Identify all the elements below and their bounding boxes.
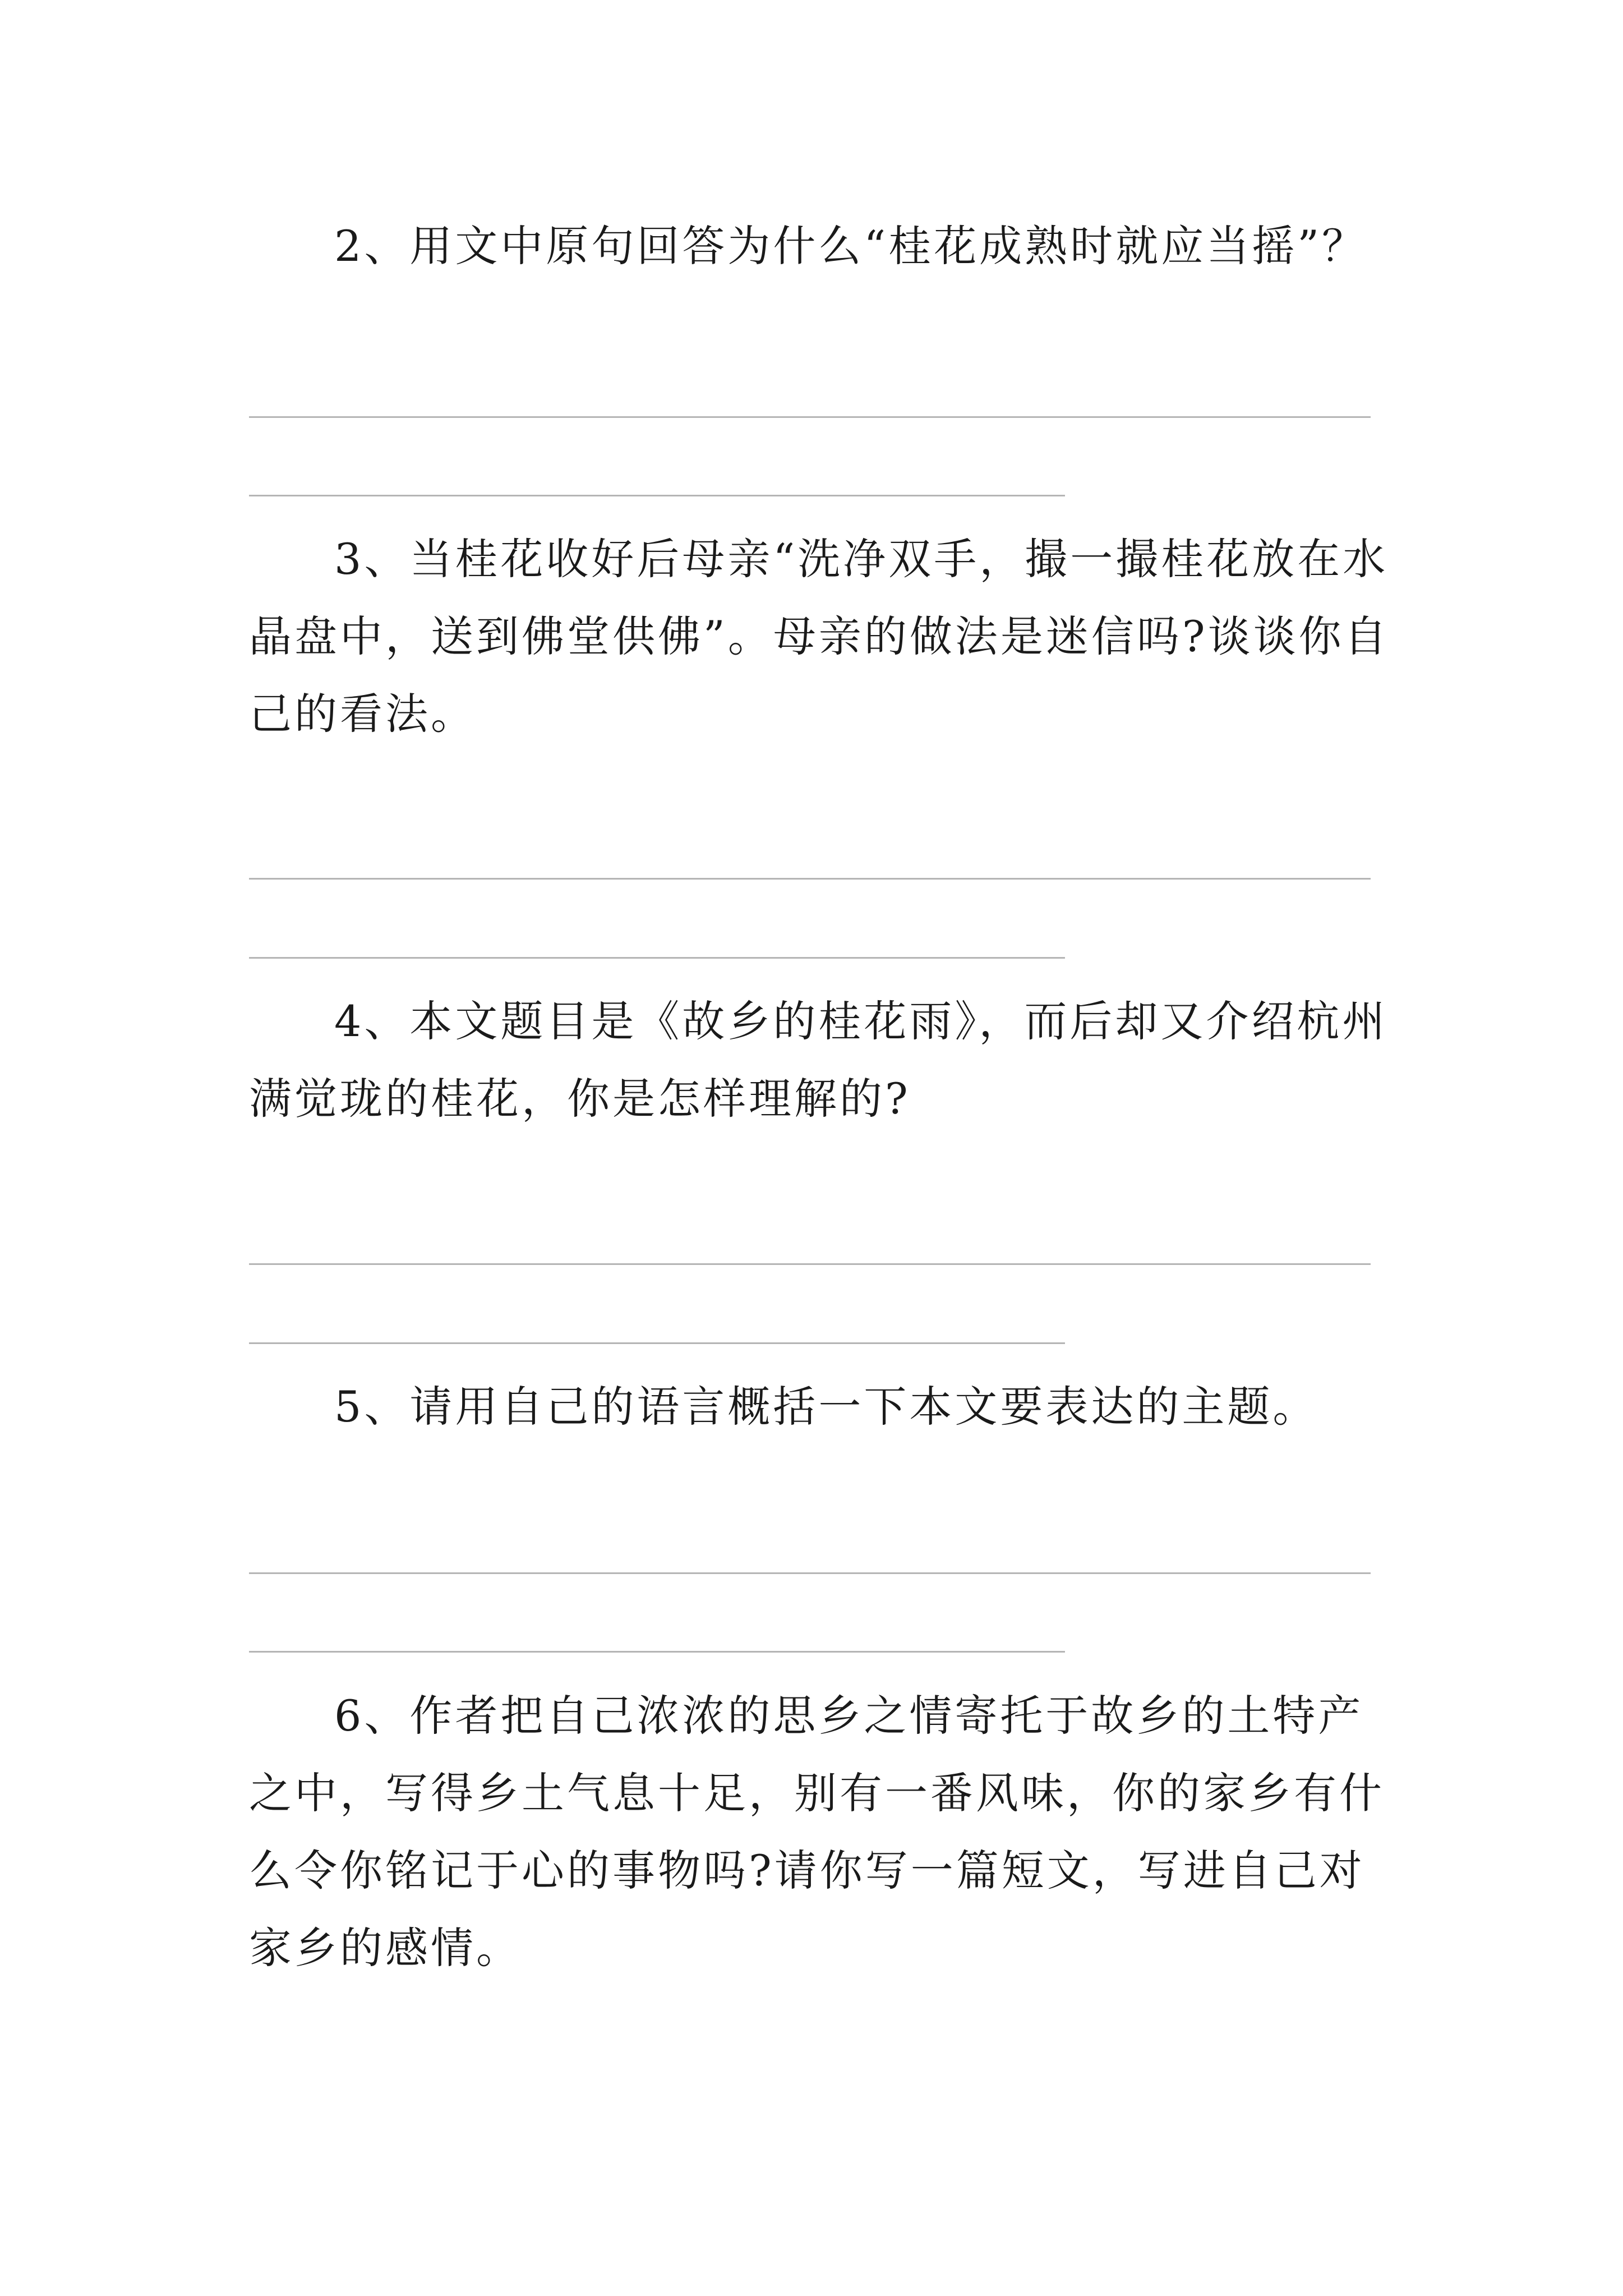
answer-line [249,878,1371,880]
question-3: 3、当桂花收好后母亲“洗净双手，撮一撮桂花放在水晶盘中，送到佛堂供佛”。母亲的做法是迷信吗?谈谈你自己的看法。 [249,534,1390,739]
question-4: 4、本文题目是《故乡的桂花雨》，而后却又介绍杭州满觉珑的桂花，你是怎样理解的? [249,996,1388,1124]
answer-line [249,1572,1371,1574]
question-6: 6、作者把自己浓浓的思乡之情寄托于故乡的土特产之中，写得乡土气息十足，别有一番风味，你的家乡有什么令你铭记于心的事物吗?请你写一篇短文，写进自己对家乡的感情。 [249,1691,1385,1973]
answer-line [249,957,1065,959]
question-5: 5、请用自己的语言概括一下本文要表达的主题。 [334,1382,1318,1432]
answer-line [249,1263,1371,1265]
answer-line [249,495,1065,496]
question-2: 2、用文中原句回答为什么“桂花成熟时就应当摇”？ [334,221,1368,271]
answer-line [249,1342,1065,1344]
answer-line [249,416,1371,418]
answer-line [249,1651,1065,1653]
